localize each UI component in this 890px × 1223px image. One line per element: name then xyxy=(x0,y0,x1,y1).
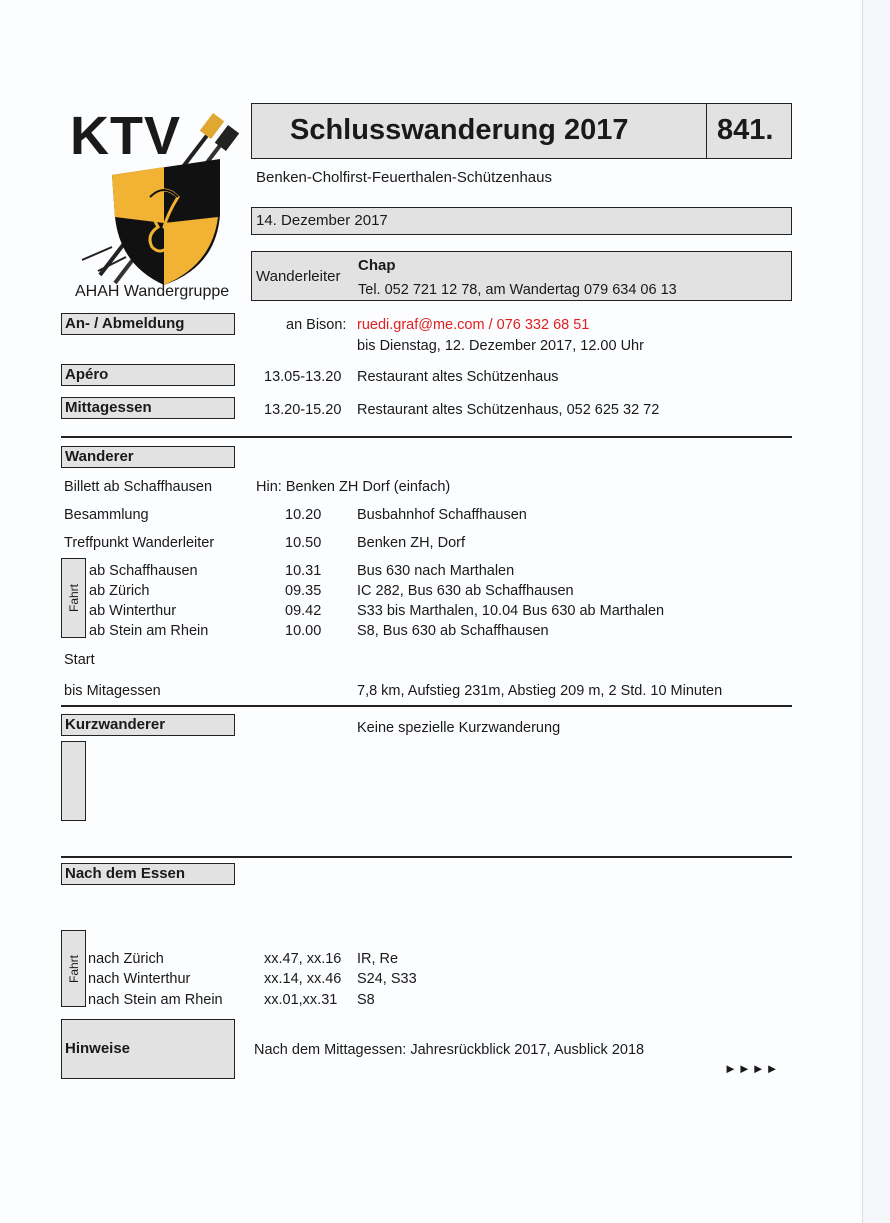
tour-number: 841. xyxy=(717,114,774,146)
fahrt-label: Fahrt xyxy=(66,954,81,983)
start-label: Start xyxy=(64,652,95,668)
number-box xyxy=(706,103,792,159)
fahrt-box-rueck xyxy=(61,930,86,1007)
connection-time: 10.31 xyxy=(285,563,322,579)
divider-1 xyxy=(61,436,792,438)
leader-name: Chap xyxy=(358,257,396,274)
date-box xyxy=(251,207,792,235)
connection-from: ab Winterthur xyxy=(89,603,177,619)
logo-title: KTV xyxy=(70,106,181,166)
logo xyxy=(60,105,245,305)
hinweise-label: Hinweise xyxy=(65,1040,131,1057)
connection-info: Bus 630 nach Marthalen xyxy=(357,563,515,579)
hinweise-text: Nach dem Mittagessen: Jahresrückblick 2017, Ausblick 2018 xyxy=(254,1042,645,1058)
treffpunkt-time: 10.50 xyxy=(285,535,322,551)
crest-icon xyxy=(60,105,245,290)
return-train: S24, S33 xyxy=(357,971,417,987)
distance-label: bis Mitagessen xyxy=(64,683,161,699)
connection-from: ab Schaffhausen xyxy=(89,563,198,579)
mittagessen-place: Restaurant altes Schützenhaus, 052 625 32 72 xyxy=(357,402,660,418)
route: Benken-Cholfirst-Feuerthalen-Schützenhaus xyxy=(256,169,552,186)
divider-3 xyxy=(61,856,792,858)
kurzwanderer-text: Keine spezielle Kurzwanderung xyxy=(357,720,561,736)
return-time: xx.47, xx.16 xyxy=(264,951,342,967)
return-to: nach Zürich xyxy=(88,951,164,967)
connection-time: 09.35 xyxy=(285,583,322,599)
fahrt-box-hin xyxy=(61,558,86,638)
connection-time: 09.42 xyxy=(285,603,322,619)
billett-value: Hin: Benken ZH Dorf (einfach) xyxy=(256,479,451,495)
anmeldung-label: An- / Abmeldung xyxy=(61,313,235,335)
hinweise-box xyxy=(61,1019,235,1079)
apero-label: Apéro xyxy=(61,364,235,386)
besammlung-time: 10.20 xyxy=(285,507,322,523)
anmeldung-contact[interactable]: ruedi.graf@me.com / 076 332 68 51 xyxy=(357,317,590,333)
billett-label: Billett ab Schaffhausen xyxy=(64,479,213,495)
leader-phone: Tel. 052 721 12 78, am Wandertag 079 634 06 13 xyxy=(358,282,677,298)
title-box xyxy=(251,103,708,159)
mittagessen-label: Mittagessen xyxy=(61,397,235,419)
connection-info: IC 282, Bus 630 ab Schaffhausen xyxy=(357,583,574,599)
date: 14. Dezember 2017 xyxy=(256,212,388,229)
page-title: Schlusswanderung 2017 xyxy=(290,114,629,146)
connection-time: 10.00 xyxy=(285,623,322,639)
return-to: nach Winterthur xyxy=(88,971,191,987)
leader-box xyxy=(251,251,792,301)
distance-value: 7,8 km, Aufstieg 231m, Abstieg 209 m, 2 Std. 10 Minuten xyxy=(357,683,723,699)
return-train: IR, Re xyxy=(357,951,399,967)
logo-subtitle: AHAH Wandergruppe xyxy=(75,283,230,300)
connection-from: ab Zürich xyxy=(89,583,150,599)
kurzwanderer-label: Kurzwanderer xyxy=(61,714,235,736)
anmeldung-prefix: an Bison: xyxy=(286,317,347,333)
treffpunkt-label: Treffpunkt Wanderleiter xyxy=(64,535,215,551)
apero-place: Restaurant altes Schützenhaus xyxy=(357,369,559,385)
kurzwanderer-blank-box xyxy=(61,741,86,821)
divider-2 xyxy=(61,705,792,707)
return-time: xx.01,xx.31 xyxy=(264,992,338,1008)
treffpunkt-place: Benken ZH, Dorf xyxy=(357,535,465,551)
besammlung-place: Busbahnhof Schaffhausen xyxy=(357,507,527,523)
next-page-arrows[interactable]: ►►►► xyxy=(724,1061,780,1076)
return-time: xx.14, xx.46 xyxy=(264,971,342,987)
connection-info: S8, Bus 630 ab Schaffhausen xyxy=(357,623,549,639)
connection-info: S33 bis Marthalen, 10.04 Bus 630 ab Marthalen xyxy=(357,603,665,619)
wanderer-label: Wanderer xyxy=(61,446,235,468)
besammlung-label: Besammlung xyxy=(64,507,149,523)
mittagessen-time: 13.20-15.20 xyxy=(264,402,342,418)
leader-label: Wanderleiter xyxy=(256,268,341,285)
return-train: S8 xyxy=(357,992,375,1008)
anmeldung-deadline: bis Dienstag, 12. Dezember 2017, 12.00 Uhr xyxy=(357,338,644,354)
return-to: nach Stein am Rhein xyxy=(88,992,223,1008)
nach-essen-label: Nach dem Essen xyxy=(61,863,235,885)
fahrt-label: Fahrt xyxy=(66,583,81,613)
apero-time: 13.05-13.20 xyxy=(264,369,342,385)
connection-from: ab Stein am Rhein xyxy=(89,623,209,639)
